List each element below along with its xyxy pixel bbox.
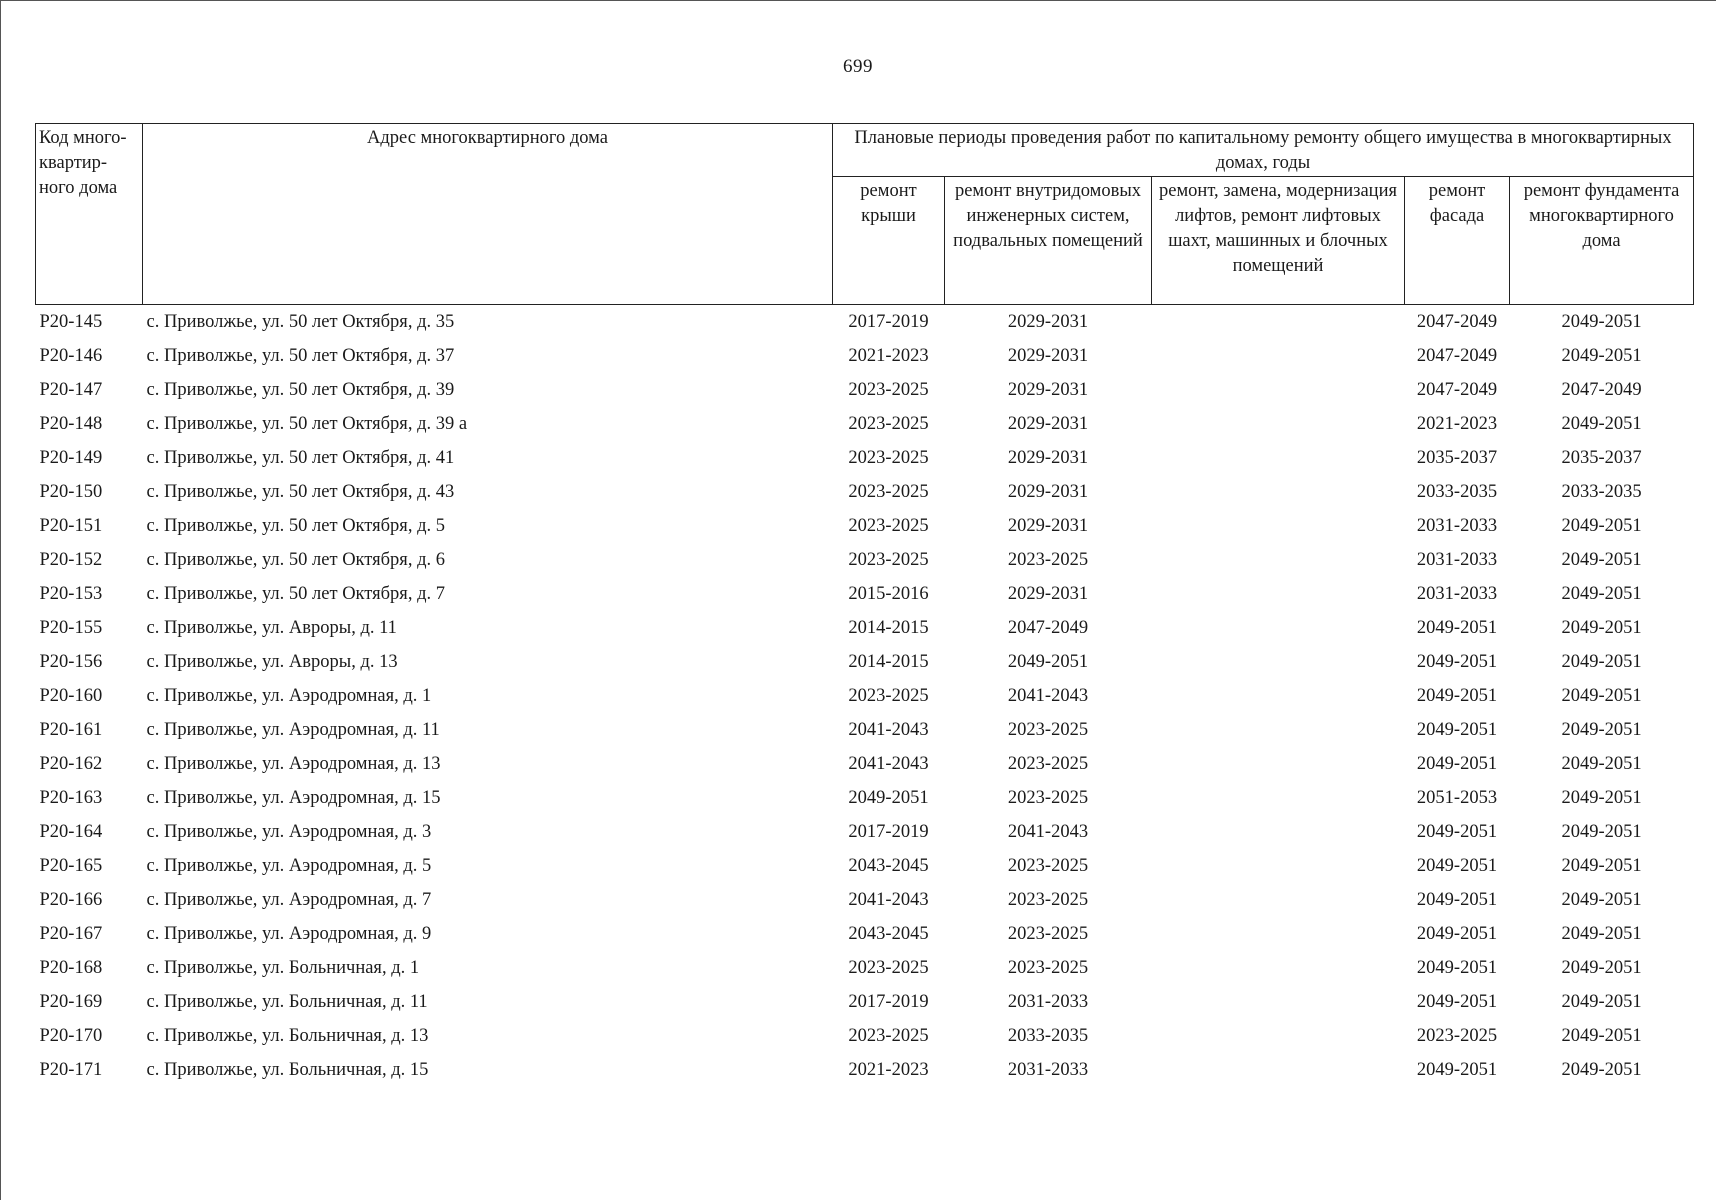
table-row — [36, 985, 1694, 1019]
cell-roof: 2014-2015 — [848, 651, 929, 672]
cell-engineering: 2029-2031 — [1007, 515, 1089, 536]
cell-roof: 2041-2043 — [848, 719, 929, 740]
cell-roof: 2017-2019 — [848, 991, 929, 1012]
cell-foundation: 2049-2051 — [1561, 753, 1642, 774]
cell-facade: 2049-2051 — [1416, 821, 1498, 842]
table-row — [36, 305, 1694, 340]
cell-foundation: 2049-2051 — [1561, 685, 1642, 706]
table-row — [36, 645, 1694, 679]
cell-address: с. Приволжье, ул. Аэродромная, д. 5 — [146, 855, 432, 876]
cell-foundation: 2049-2051 — [1561, 991, 1642, 1012]
cell-address: с. Приволжье, ул. Аэродромная, д. 1 — [146, 685, 432, 706]
cell-roof: 2017-2019 — [848, 821, 929, 842]
cell-address: с. Приволжье, ул. Больничная, д. 15 — [146, 1059, 429, 1080]
cell-engineering: 2033-2035 — [1007, 1025, 1089, 1046]
cell-code: Р20-146 — [39, 345, 103, 366]
cell-foundation: 2049-2051 — [1561, 923, 1642, 944]
cell-roof: 2041-2043 — [848, 889, 929, 910]
cell-lifts — [1152, 747, 1405, 781]
cell-foundation: 2049-2051 — [1561, 413, 1642, 434]
cell-foundation: 2049-2051 — [1561, 617, 1642, 638]
cell-code: Р20-156 — [39, 651, 103, 672]
cell-roof: 2021-2023 — [848, 345, 929, 366]
cell-roof: 2023-2025 — [848, 685, 929, 706]
cell-address: с. Приволжье, ул. 50 лет Октября, д. 37 — [146, 345, 455, 366]
cell-lifts — [1152, 815, 1405, 849]
repair-schedule-table — [35, 123, 1694, 1087]
table-row — [36, 373, 1694, 407]
cell-engineering: 2029-2031 — [1007, 583, 1089, 604]
cell-code: Р20-149 — [39, 447, 103, 468]
cell-facade: 2049-2051 — [1416, 1059, 1498, 1080]
cell-roof: 2017-2019 — [848, 311, 929, 332]
cell-lifts — [1152, 713, 1405, 747]
cell-foundation: 2049-2051 — [1561, 549, 1642, 570]
cell-code: Р20-161 — [39, 719, 103, 740]
cell-roof: 2015-2016 — [848, 583, 929, 604]
header-lifts: ремонт, замена, модернизация лифтов, ремонт лифтовых шахт, машинных и блочных помещений — [1152, 177, 1405, 305]
cell-code: Р20-151 — [39, 515, 103, 536]
header-code: Код много-квартир-ного дома — [36, 124, 143, 305]
table-row — [36, 1053, 1694, 1087]
cell-lifts — [1152, 339, 1405, 373]
table-row — [36, 713, 1694, 747]
cell-address: с. Приволжье, ул. 50 лет Октября, д. 41 — [146, 447, 455, 468]
cell-roof: 2023-2025 — [848, 481, 929, 502]
header-facade: ремонт фасада — [1405, 177, 1510, 305]
cell-facade: 2031-2033 — [1416, 515, 1498, 536]
cell-lifts — [1152, 407, 1405, 441]
cell-roof: 2014-2015 — [848, 617, 929, 638]
header-foundation: ремонт фундамента многоквартирного дома — [1510, 177, 1694, 305]
cell-foundation: 2049-2051 — [1561, 583, 1642, 604]
header-engineering: ремонт внутридомовых инженерных систем, подвальных помещений — [945, 177, 1152, 305]
table-row — [36, 781, 1694, 815]
cell-lifts — [1152, 985, 1405, 1019]
cell-lifts — [1152, 373, 1405, 407]
cell-lifts — [1152, 645, 1405, 679]
cell-roof: 2043-2045 — [848, 923, 929, 944]
cell-engineering: 2023-2025 — [1007, 787, 1089, 808]
cell-address: с. Приволжье, ул. 50 лет Октября, д. 39 — [146, 379, 455, 400]
table-row — [36, 1019, 1694, 1053]
cell-facade: 2031-2033 — [1416, 549, 1498, 570]
cell-address: с. Приволжье, ул. 50 лет Октября, д. 35 — [146, 311, 455, 332]
cell-engineering: 2023-2025 — [1007, 753, 1089, 774]
cell-foundation: 2049-2051 — [1561, 821, 1642, 842]
header-address: Адрес многоквартирного дома — [143, 124, 833, 305]
cell-code: Р20-165 — [39, 855, 103, 876]
cell-address: с. Приволжье, ул. Аэродромная, д. 15 — [146, 787, 441, 808]
cell-lifts — [1152, 849, 1405, 883]
cell-code: Р20-170 — [39, 1025, 103, 1046]
cell-facade: 2021-2023 — [1416, 413, 1498, 434]
cell-address: с. Приволжье, ул. Больничная, д. 13 — [146, 1025, 429, 1046]
cell-foundation: 2049-2051 — [1561, 1059, 1642, 1080]
cell-code: Р20-160 — [39, 685, 103, 706]
table-row — [36, 475, 1694, 509]
cell-engineering: 2029-2031 — [1007, 447, 1089, 468]
table-row — [36, 577, 1694, 611]
cell-foundation: 2049-2051 — [1561, 957, 1642, 978]
cell-facade: 2049-2051 — [1416, 991, 1498, 1012]
cell-address: с. Приволжье, ул. Аэродромная, д. 11 — [146, 719, 440, 740]
table-header — [36, 124, 1694, 305]
table-row — [36, 611, 1694, 645]
table-row — [36, 509, 1694, 543]
cell-roof: 2023-2025 — [848, 413, 929, 434]
cell-roof: 2041-2043 — [848, 753, 929, 774]
cell-facade: 2031-2033 — [1416, 583, 1498, 604]
cell-roof: 2023-2025 — [848, 1025, 929, 1046]
table-row — [36, 407, 1694, 441]
cell-code: Р20-155 — [39, 617, 103, 638]
table-row — [36, 917, 1694, 951]
cell-engineering: 2023-2025 — [1007, 549, 1089, 570]
cell-engineering: 2047-2049 — [1007, 617, 1089, 638]
cell-roof: 2023-2025 — [848, 957, 929, 978]
cell-engineering: 2031-2033 — [1007, 991, 1089, 1012]
header-roof: ремонт крыши — [833, 177, 945, 305]
cell-code: Р20-169 — [39, 991, 103, 1012]
cell-engineering: 2029-2031 — [1007, 311, 1089, 332]
cell-lifts — [1152, 441, 1405, 475]
cell-lifts — [1152, 781, 1405, 815]
cell-code: Р20-153 — [39, 583, 103, 604]
cell-engineering: 2029-2031 — [1007, 345, 1089, 366]
cell-code: Р20-171 — [39, 1059, 103, 1080]
cell-facade: 2049-2051 — [1416, 753, 1498, 774]
table-row — [36, 441, 1694, 475]
table-row — [36, 883, 1694, 917]
cell-address: с. Приволжье, ул. 50 лет Октября, д. 39 а — [146, 413, 468, 434]
cell-foundation: 2035-2037 — [1561, 447, 1642, 468]
cell-code: Р20-163 — [39, 787, 103, 808]
cell-foundation: 2049-2051 — [1561, 855, 1642, 876]
table-row — [36, 951, 1694, 985]
cell-lifts — [1152, 577, 1405, 611]
cell-roof: 2023-2025 — [848, 379, 929, 400]
cell-address: с. Приволжье, ул. Авроры, д. 11 — [146, 617, 397, 638]
cell-code: Р20-166 — [39, 889, 103, 910]
cell-roof: 2049-2051 — [848, 787, 929, 808]
page-number: 699 — [843, 56, 873, 77]
cell-engineering: 2023-2025 — [1007, 719, 1089, 740]
cell-engineering: 2029-2031 — [1007, 413, 1089, 434]
cell-address: с. Приволжье, ул. 50 лет Октября, д. 7 — [146, 583, 445, 604]
cell-facade: 2049-2051 — [1416, 617, 1498, 638]
cell-engineering: 2041-2043 — [1007, 821, 1089, 842]
cell-address: с. Приволжье, ул. 50 лет Октября, д. 43 — [146, 481, 455, 502]
cell-facade: 2047-2049 — [1416, 345, 1498, 366]
cell-engineering: 2049-2051 — [1007, 651, 1089, 672]
cell-foundation: 2049-2051 — [1561, 719, 1642, 740]
cell-address: с. Приволжье, ул. Аэродромная, д. 13 — [146, 753, 441, 774]
table-row — [36, 339, 1694, 373]
cell-address: с. Приволжье, ул. Аэродромная, д. 3 — [146, 821, 432, 842]
cell-lifts — [1152, 917, 1405, 951]
cell-facade: 2049-2051 — [1416, 923, 1498, 944]
cell-facade: 2049-2051 — [1416, 957, 1498, 978]
cell-facade: 2049-2051 — [1416, 719, 1498, 740]
cell-roof: 2023-2025 — [848, 549, 929, 570]
cell-address: с. Приволжье, ул. Больничная, д. 1 — [146, 957, 420, 978]
cell-address: с. Приволжье, ул. Аэродромная, д. 7 — [146, 889, 432, 910]
cell-facade: 2023-2025 — [1416, 1025, 1498, 1046]
cell-lifts — [1152, 543, 1405, 577]
cell-lifts — [1152, 509, 1405, 543]
cell-engineering: 2031-2033 — [1007, 1059, 1089, 1080]
cell-foundation: 2033-2035 — [1561, 481, 1642, 502]
cell-address: с. Приволжье, ул. Авроры, д. 13 — [146, 651, 398, 672]
cell-roof: 2023-2025 — [848, 515, 929, 536]
cell-foundation: 2049-2051 — [1561, 311, 1642, 332]
cell-code: Р20-168 — [39, 957, 103, 978]
cell-code: Р20-164 — [39, 821, 103, 842]
cell-foundation: 2049-2051 — [1561, 345, 1642, 366]
cell-roof: 2023-2025 — [848, 447, 929, 468]
cell-lifts — [1152, 611, 1405, 645]
cell-code: Р20-162 — [39, 753, 103, 774]
cell-address: с. Приволжье, ул. Аэродромная, д. 9 — [146, 923, 432, 944]
table-row — [36, 543, 1694, 577]
cell-engineering: 2023-2025 — [1007, 957, 1089, 978]
cell-code: Р20-167 — [39, 923, 103, 944]
cell-roof: 2043-2045 — [848, 855, 929, 876]
cell-facade: 2051-2053 — [1416, 787, 1498, 808]
cell-foundation: 2049-2051 — [1561, 515, 1642, 536]
cell-code: Р20-145 — [39, 311, 103, 332]
cell-facade: 2049-2051 — [1416, 855, 1498, 876]
cell-code: Р20-147 — [39, 379, 103, 400]
cell-code: Р20-150 — [39, 481, 103, 502]
cell-foundation: 2049-2051 — [1561, 1025, 1642, 1046]
header-periods-group: Плановые периоды проведения работ по капитальному ремонту общего имущества в многоквартирных домах, годы — [833, 124, 1694, 177]
cell-roof: 2021-2023 — [848, 1059, 929, 1080]
cell-lifts — [1152, 475, 1405, 509]
table-row — [36, 747, 1694, 781]
cell-facade: 2047-2049 — [1416, 379, 1498, 400]
cell-lifts — [1152, 1053, 1405, 1087]
cell-facade: 2049-2051 — [1416, 889, 1498, 910]
cell-engineering: 2029-2031 — [1007, 481, 1089, 502]
cell-engineering: 2023-2025 — [1007, 923, 1089, 944]
cell-lifts — [1152, 883, 1405, 917]
cell-facade: 2035-2037 — [1416, 447, 1498, 468]
table-row — [36, 679, 1694, 713]
cell-address: с. Приволжье, ул. 50 лет Октября, д. 5 — [146, 515, 445, 536]
cell-lifts — [1152, 679, 1405, 713]
cell-address: с. Приволжье, ул. Больничная, д. 11 — [146, 991, 428, 1012]
cell-engineering: 2023-2025 — [1007, 855, 1089, 876]
cell-engineering: 2023-2025 — [1007, 889, 1089, 910]
cell-foundation: 2049-2051 — [1561, 651, 1642, 672]
table-row — [36, 849, 1694, 883]
cell-lifts — [1152, 951, 1405, 985]
cell-facade: 2047-2049 — [1416, 311, 1498, 332]
cell-address: с. Приволжье, ул. 50 лет Октября, д. 6 — [146, 549, 445, 570]
cell-foundation: 2049-2051 — [1561, 787, 1642, 808]
cell-foundation: 2047-2049 — [1561, 379, 1642, 400]
cell-engineering: 2041-2043 — [1007, 685, 1089, 706]
cell-lifts — [1152, 305, 1405, 340]
table-row — [36, 815, 1694, 849]
cell-foundation: 2049-2051 — [1561, 889, 1642, 910]
cell-facade: 2049-2051 — [1416, 651, 1498, 672]
cell-engineering: 2029-2031 — [1007, 379, 1089, 400]
cell-facade: 2049-2051 — [1416, 685, 1498, 706]
cell-code: Р20-152 — [39, 549, 103, 570]
cell-lifts — [1152, 1019, 1405, 1053]
cell-facade: 2033-2035 — [1416, 481, 1498, 502]
cell-code: Р20-148 — [39, 413, 103, 434]
table-body — [36, 305, 1694, 1088]
